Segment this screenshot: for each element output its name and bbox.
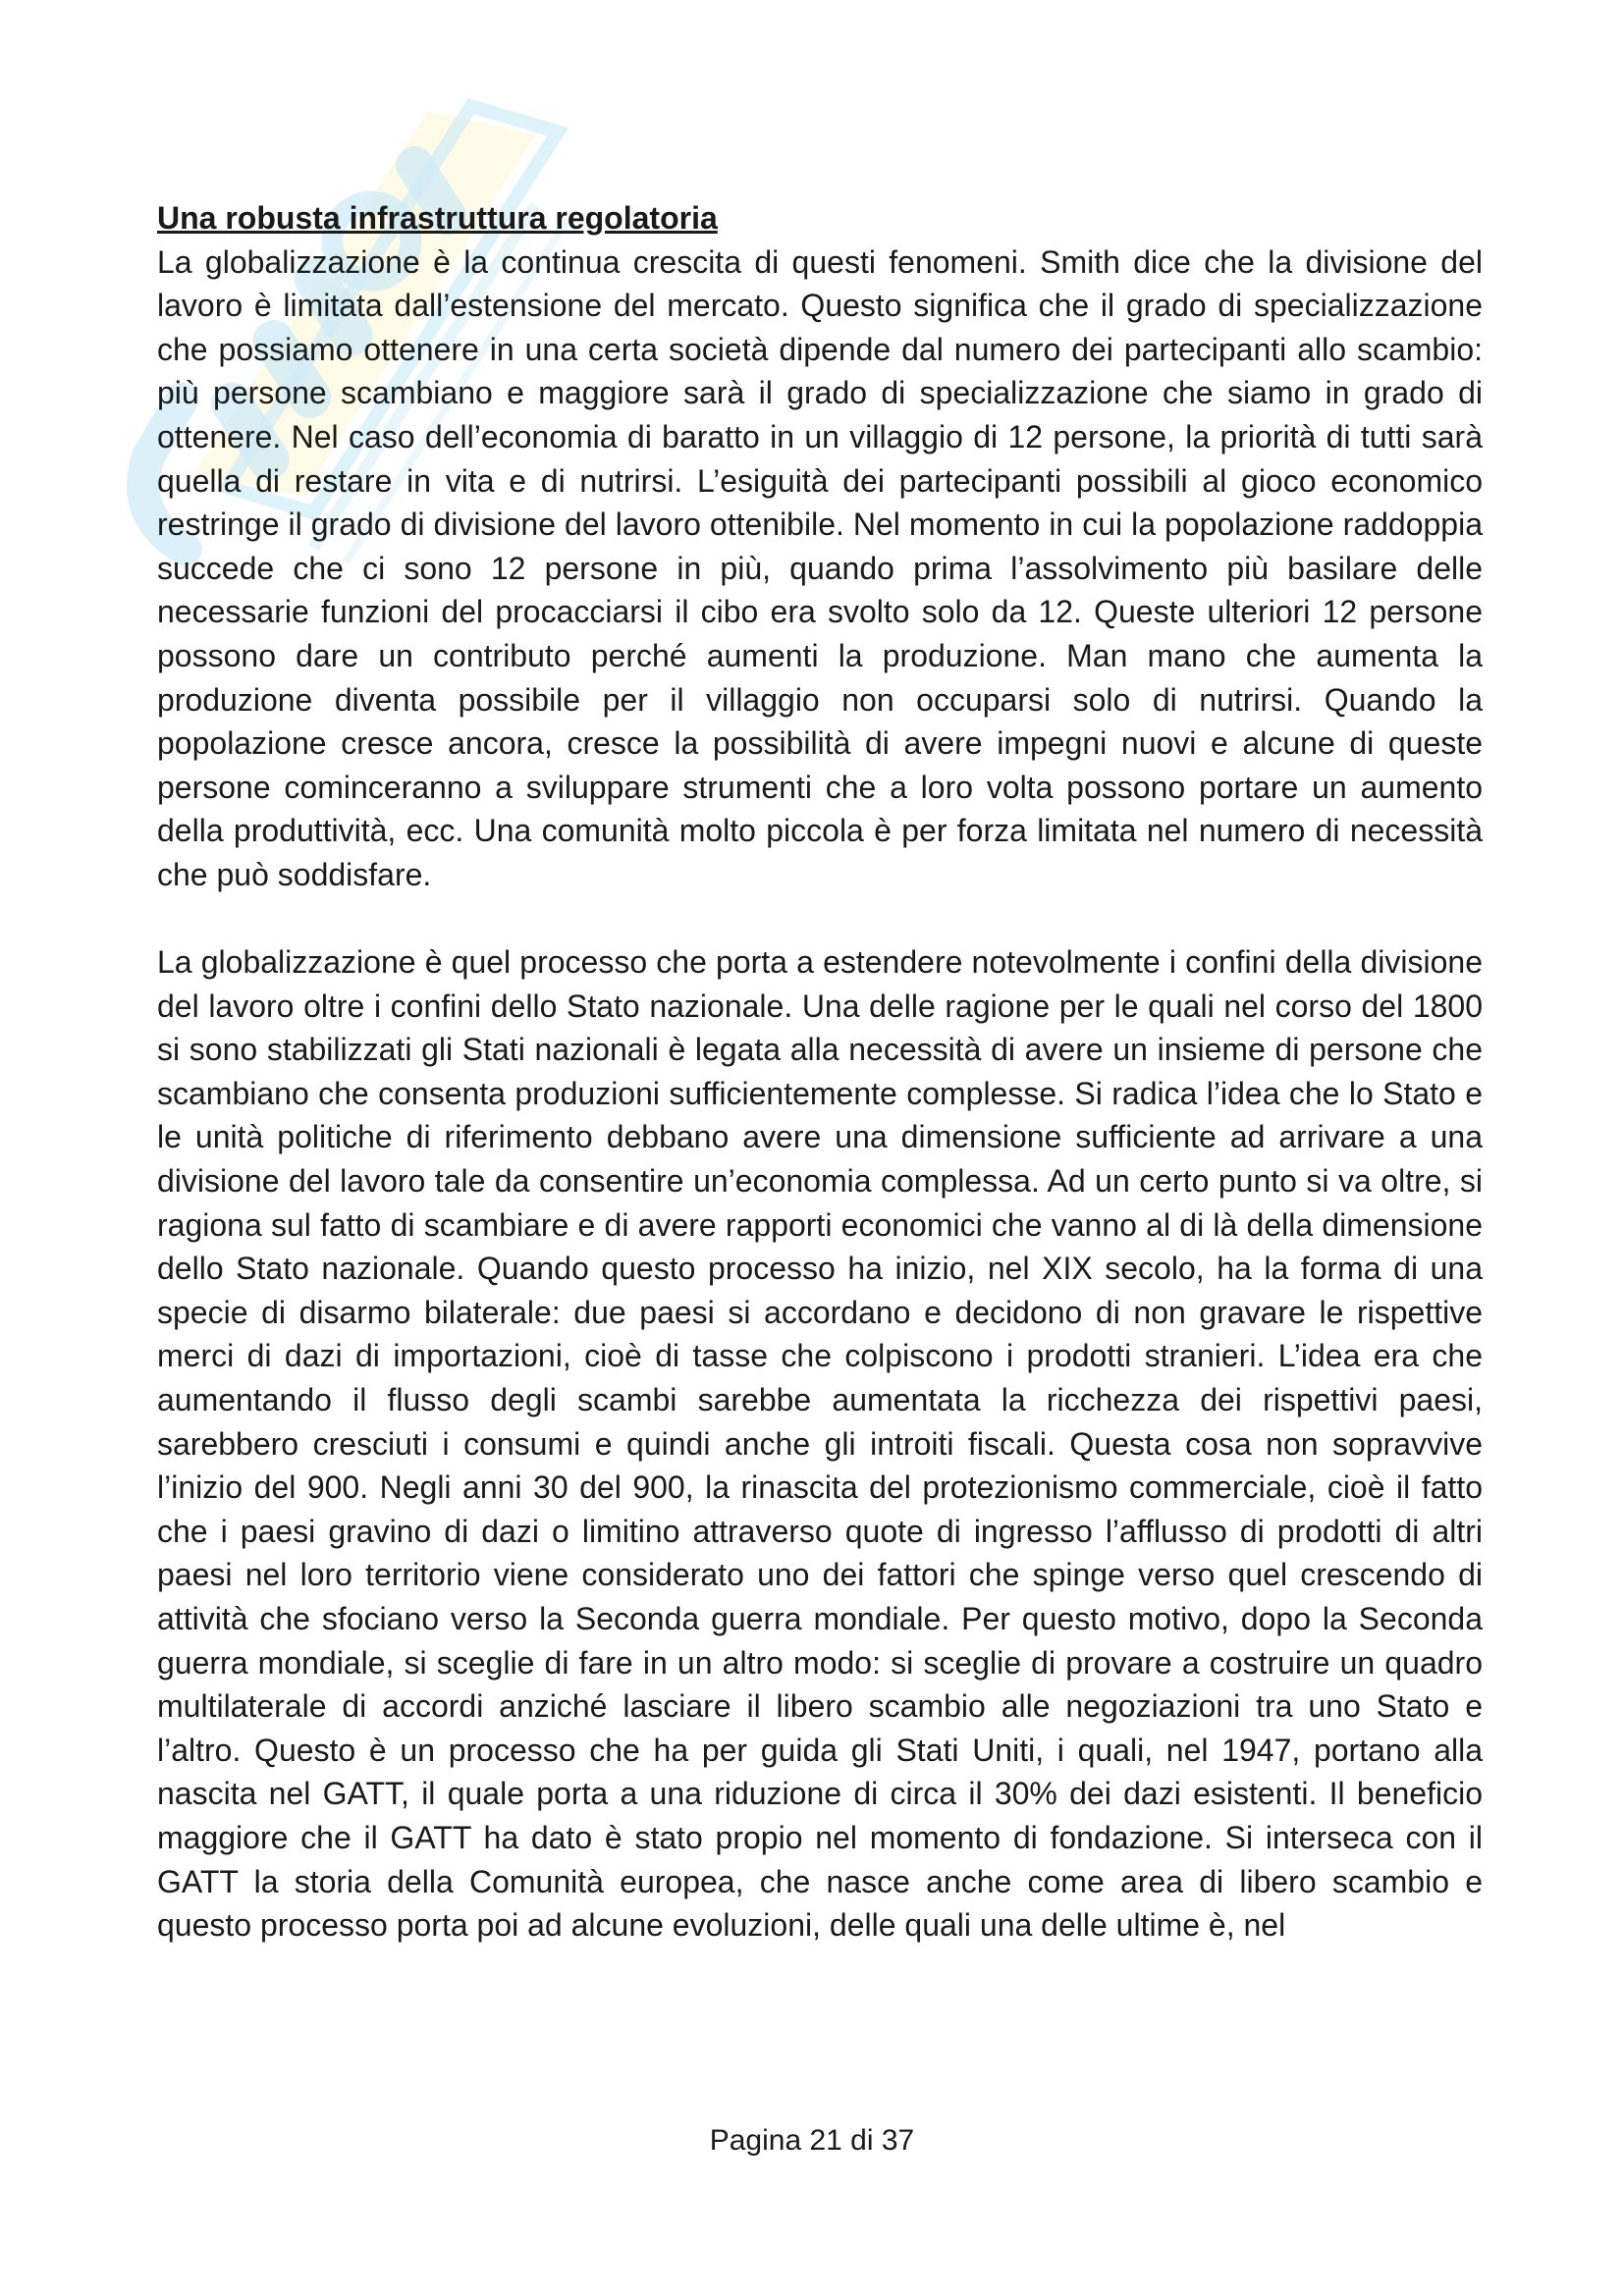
paragraph-2: La globalizzazione è quel processo che porta a estendere notevolmente i confini della divisione del lavoro oltre i confini dello Stato nazionale. Una delle ragione per le quali nel corso del 1800 si sono stabilizzati gli Stati nazionali è legata alla necessità di avere un insieme di persone che scambiano che consenta produzioni sufficientemente complesse. Si radica l’idea che lo Stato e le unità politiche di riferimento debbano avere una dimensione sufficiente ad arrivare a una divisione del lavoro tale da consentire un’economia complessa. Ad un certo punto si va oltre, si ragiona sul fatto di scambiare e di avere rapporti economici che vanno al di là della dimensione dello Stato nazionale. Quando questo processo ha inizio, nel XIX secolo, ha la forma di una specie di disarmo bilaterale: due paesi si accordano e decidono di non gravare le rispettive merci di dazi di importazioni, cioè di tasse che colpiscono i prodotti stranieri. L’idea era che aumentando il flusso degli scambi sarebbe aumentata la ricchezza dei rispettivi paesi, sarebbero cresciuti i consumi e quindi anche gli introiti fiscali. Questa cosa non sopravvive l’inizio del 900. Negli anni 30 del 900, la rinascita del protezionismo commerciale, cioè il fatto che i paesi gravino di dazi o limitino attraverso quote di ingresso l’afflusso di prodotti di altri paesi nel loro territorio viene considerato uno dei fattori che spinge verso quel crescendo di attività che sfociano verso la Seconda guerra mondiale. Per questo motivo, dopo la Seconda guerra mondiale, si sceglie di fare in un altro modo: si sceglie di provare a costruire un quadro multilaterale di accordi anziché lasciare il libero scambio alle negoziazioni tra uno Stato e l’altro. Questo è un processo che ha per guida gli Stati Uniti, i quali, nel 1947, portano alla nascita nel GATT, il quale porta a una riduzione di circa il 30% dei dazi esistenti. Il beneficio maggiore che il GATT ha dato è stato propio nel momento di fondazione. Si interseca con il GATT la storia della Comunità europea, che nasce anche come area di libero scambio e questo processo porta poi ad alcune evoluzioni, delle quali una delle ultime è, nel — [157, 944, 1483, 1944]
document-body — [157, 196, 1483, 1948]
section-title: Una robusta infrastruttura regolatoria — [157, 200, 718, 236]
page-number: Pagina 21 di 37 — [709, 2124, 915, 2157]
paragraph-1: La globalizzazione è la continua crescita di questi fenomeni. Smith dice che la divisione del lavoro è limitata dall’estensione del mercato. Questo significa che il grado di specializzazione che possiamo ottenere in una certa società dipende dal numero dei partecipanti allo scambio: più persone scambiano e maggiore sarà il grado di specializzazione che siamo in grado di ottenere. Nel caso dell’economia di baratto in un villaggio di 12 persone, la priorità di tutti sarà quella di restare in vita e di nutrirsi. L’esiguità dei partecipanti possibili al gioco economico restringe il grado di divisione del lavoro ottenibile. Nel momento in cui la popolazione raddoppia succede che ci sono 12 persone in più, quando prima l’assolvimento più basilare delle necessarie funzioni del procacciarsi il cibo era svolto solo da 12. Queste ulteriori 12 persone possono dare un contributo perché aumenti la produzione. Man mano che aumenta la produzione diventa possibile per il villaggio non occuparsi solo di nutrirsi. Quando la popolazione cresce ancora, cresce la possibilità di avere impegni nuovi e alcune di queste persone cominceranno a sviluppare strumenti che a loro volta possono portare un aumento della produttività, ecc. Una comunità molto piccola è per forza limitata nel numero di necessità che può soddisfare. — [157, 243, 1483, 892]
